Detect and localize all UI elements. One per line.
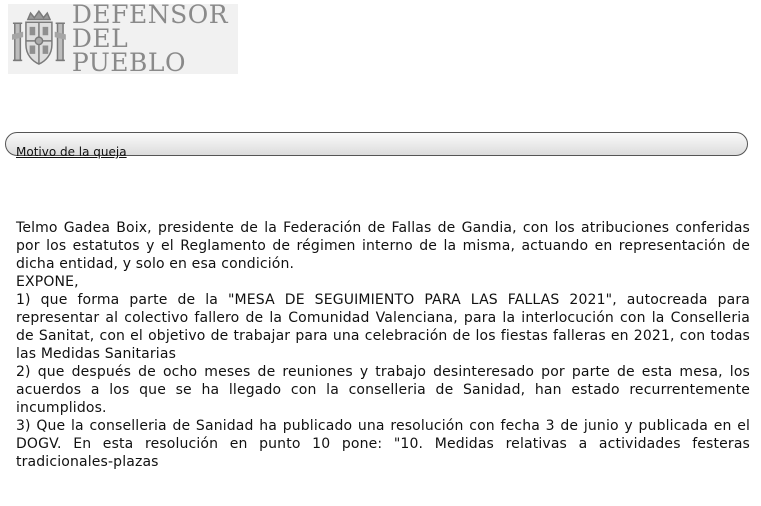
logo-line-defensor: DEFENSOR xyxy=(71,0,229,29)
paragraph-intro: Telmo Gadea Boix, presidente de la Federación de Fallas de Gandia, con los atribuciones conferidas por los estatutos y el Reglamento de régimen interno de la misma, actuando en representación de dicha entidad, y solo en esa condición. xyxy=(16,220,750,272)
paragraph-point-2: 2) que después de ocho meses de reuniones y trabajo desinteresado por parte de esta mesa, los acuerdos a los que se ha llegado con la conselleria de Sanidad, han estado recurrentemente incumplidos. xyxy=(16,364,750,416)
coat-of-arms-icon xyxy=(12,6,66,72)
section-title: Motivo de la queja xyxy=(16,145,127,159)
defensor-del-pueblo-logo xyxy=(8,0,238,77)
complaint-body xyxy=(16,219,750,471)
paragraph-expone: EXPONE, xyxy=(16,274,79,290)
paragraph-point-1: 1) que forma parte de la "MESA DE SEGUIMIENTO PARA LAS FALLAS 2021", autocreada para representar al colectivo fallero de la Comunidad Valenciana, para la interlocución con la Conselleria de Sanitat, con el objetivo de trabajar para una celebración de los fiestas falleras en 2021, con todas las Medidas Sanitarias xyxy=(16,292,750,362)
paragraph-point-3: 3) Que la conselleria de Sanidad ha publicado una resolución con fecha 3 de junio y publicada en el DOGV. En esta resolución en punto 10 pone: "10. Medidas relativas a actividades festeras tradicionales-plazas xyxy=(16,418,750,470)
logo-line-del-pueblo: DEL PUEBLO xyxy=(71,24,187,77)
